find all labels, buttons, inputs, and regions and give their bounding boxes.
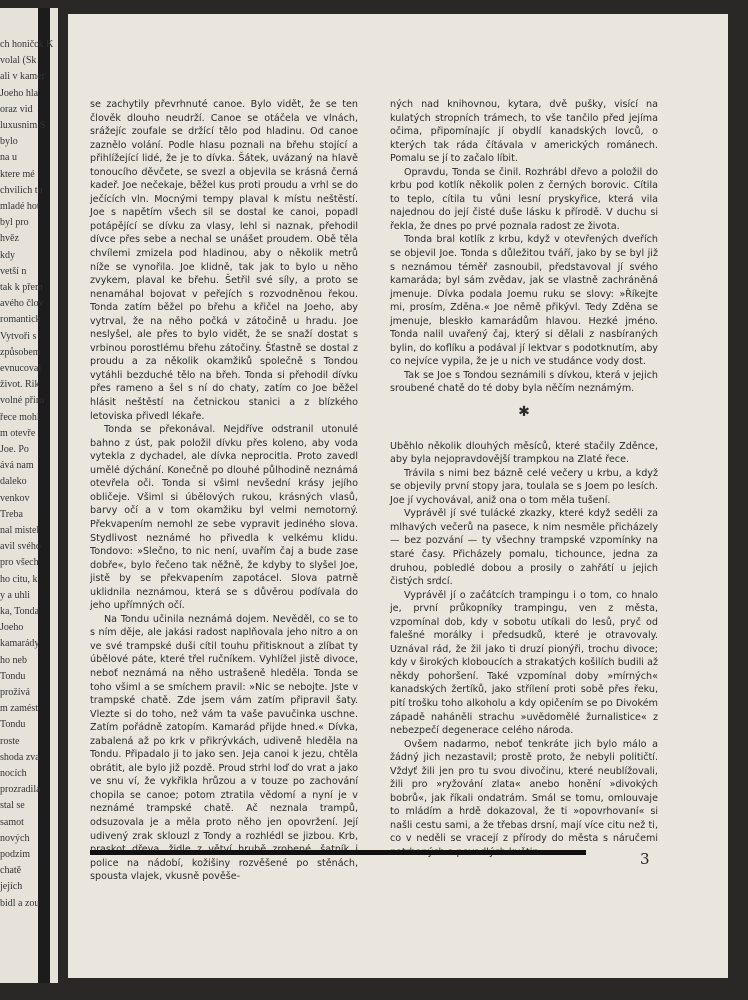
adjacent-page-fragment: luxusnim S (0, 120, 46, 131)
section-break-star: ✱ (518, 404, 530, 421)
adjacent-page-fragment: daleko (0, 476, 27, 488)
adjacent-page-fragment: evnucoval (0, 363, 42, 374)
right-text-column (390, 98, 658, 860)
adjacent-page-fragment: stal se (0, 800, 25, 812)
adjacent-page-fragment: shoda zva (0, 751, 40, 763)
adjacent-page-fragment: nových (0, 832, 30, 844)
adjacent-page-fragment: avil svého (0, 541, 41, 553)
adjacent-page-fragment: volal (Sk (0, 55, 37, 67)
adjacent-page-fragment: roste (0, 735, 20, 747)
paragraph: Tonda bral kotlík z krbu, když v otevřených dveřích se objevil Joe. Tonda s důležitou tváří, jako by se byl již s neznámou téměř zasnoubil, představoval jí svého kamaráda; byl sám zvědav, jak se vlastně zachráněná jmenuje. Dívka podala Joemu ruku se slovy: »Říkejte mi, prosím, Zděna.« Joe němě přikývl. Tedy Zděna se jmenuje, bleskło kamarádům hlavou. Hezké jméno. Tonda nalil uvařený čaj, který si dělali z nasbíraných bylin, do koflíku a podával jí lektvar s podotknutím, aby co nejvíce vypila, že je u nich ve studánce vody dost. (390, 234, 658, 368)
paragraph: se zachytily převrhnuté canoe. Bylo vidět, že se ten člověk dlouho neudrží. Canoe se otáčela ve vlnách, srážejíc zoufale se držící tělo pod hladinu. Od canoe zaznělo volání. Podle hlasu poznali na břehu stojící a přihlížející lidé, že je to dívka. Šátek, uvázaný na hlavě tonoucího děvčete, se svezl a objevila se krásná černá kadeř. Joe nečekaje, běžel kus proti proudu a vrhl se do ječících vln. Mocnými tempy plaval k místu neštěstí. Joe s napětím všech sil se dostal ke canoi, popadl potápějící se dívku za vlasy, lehl si naznak, přehodil dívce přes sebe a nechal se unášet proudem. Obě těla chvílemi zmizela pod hladinou, aby o několik metrů níže se vynořila. Joe klidně, tak jak to bylo u něho zvykem, plaval ke břehu. Šetřil své síly, a proto se nenamáhal bojovat v peřejích s rozvodněnou řekou. Tonda zatím běžel po břehu a křičel na Joeho, aby vytrval, že na něho počká v zátočině u hradu. Joe neslyšel, ale přes to bylo vidět, že se snaží dostat s vrbinou porostlému břehu zátočiny. Šťastně se dostal z proudu a za několik okamžiků společně s Tondou vytáhli bezduché tělo na břeh. Tonda si přehodil dívku přes rameno a šel s ní do chaty, zatím co Joe běžel hlásit neštěstí na četnickou stanici a z blízkého letoviska přivedl lékaře. (90, 99, 358, 422)
adjacent-page-fragment: tak k přem (0, 282, 43, 293)
adjacent-page-fragment: prozradila (0, 784, 41, 796)
paragraph: Ovšem nadarmo, neboť tenkráte jich bylo málo a žádný jich nezastavil; prostě proto, že nebyli političtí. Vždyť žili jen pro tu svou divočinu, které neublížovali, žili pro »ryžování zlata« anebo honění »divokých bobrů«, jak říkali ondatrám. Smál se tomu, omlouvaje to mládím a hrdě dokazoval, že ti »opovrhovaní« si našli cestu sami, a že třebas drsní, mají více citu než ti, co v neděli se vracejí z přírody do města s náručemi (390, 738, 658, 845)
left-text-column (90, 98, 358, 884)
adjacent-page-fragment: kamarády (0, 638, 40, 650)
adjacent-page-fragment: Vytvoři s (0, 330, 37, 342)
adjacent-page-fragment: venkov (0, 492, 30, 504)
adjacent-page-fragment: podzim (0, 849, 30, 860)
adjacent-page-fragment: ává nam (0, 460, 34, 472)
adjacent-page-fragment: pro všech (0, 557, 39, 569)
adjacent-page-fragment: Joeho hla (0, 87, 39, 99)
page-number: 3 (640, 850, 650, 868)
adjacent-page-fragment: byl pro (0, 217, 29, 229)
adjacent-page-fragment: ch honičck K (0, 39, 54, 50)
adjacent-page-fragment: život. Rik (0, 379, 40, 391)
adjacent-page-fragment: Treba (0, 508, 23, 520)
adjacent-page-fragment: mladé hot (0, 201, 40, 212)
adjacent-page-edge (0, 8, 58, 983)
adjacent-page-fragment: způsobem (0, 346, 41, 358)
adjacent-page-fragment: bidl a zou (0, 897, 40, 909)
adjacent-page-fragment: nocích (0, 768, 27, 779)
adjacent-page-fragment: Tondu (0, 719, 26, 731)
adjacent-page-fragment: Joeho (0, 622, 24, 634)
adjacent-page-fragment: avého člov (0, 298, 44, 310)
adjacent-page-fragment: chvilich to (0, 184, 43, 196)
paragraph: Na Tondu učinila neznámá dojem. Nevěděl, co se to s ním děje, ale jakási radost naplňovala jeho nitro a on ve své trampské duši cítil touhu přitisknout a zlíbat ty úbělové páte, které třel ručníkem. Vyhlížel jistě divoce, neboť neznámá na něho ustrašeně hleděla. Tonda se toho všiml a se smíchem pravil: »Nic se nebojte. Jste v trampské chatě. Zde jsem vám zatím připravil šaty. Vlezte si do toho, než vám ta vaše pavučinka uschne. Zatím pořádně zatopím. Kamarád přijde hned.« Dívka, zabalená až po krk v přikrývkách, udiveně hleděla na Tondu. Připadalo ji to jako sen. Jeja canoi k jezu, chtěla obrátit, ale bylo již pozdě. Proud strhl loď do vrat a jako ve snu ví, že vykřikla hrůzou a v touze po zachování chopila se canoe; potom ztratila vědomí a nyní je v neznámé trampské chatě. Ač neznala trampů, odsuzovala je a měla proto něho jen opovržení. Její udivený zrak sklouzl z Tondy a rozhlédl se jizbou. Krb, police na nádobí, kožišiny rozvěšené po stěnách, spousta vlajek, vkusně pověše- (90, 613, 358, 883)
adjacent-page-fragment: samot (0, 816, 24, 828)
paragraph: ných nad knihovnou, kytara, dvě pušky, visící na kulatých stropních trámech, to vše tančilo před jejíma očima, připomínajíc jí obydlí kanadských lovců, o kterých tak ráda čítávala v amerických románech. Pomalu se jí to začalo líbit. (390, 99, 658, 165)
adjacent-page-fragment: oraz vid (0, 103, 33, 115)
adjacent-page-fragment: volné přiro (0, 395, 45, 407)
adjacent-page-fragment: m zamést (0, 703, 39, 715)
paragraph: Opravdu, Tonda se činil. Rozhrábl dřevo a položil do krbu pod kotlík několik polen z černých borovic. Cítila to teplo, cítila tu vůni lesní pryskyřice, která vila najednou do její čisté duše lásku k přírodě. V duchu si řekla, že dnes po prvé poznala radost ze života. (390, 166, 658, 232)
book-page (68, 14, 728, 978)
adjacent-page-fragment: řece mohl (0, 411, 40, 423)
adjacent-page-fragment: chatě (0, 865, 22, 877)
adjacent-page-fragment: ka, Tonda (0, 606, 40, 617)
paragraph: Tak se Joe s Tondou seznámili s dívkou, která v jejich sroubené chatě do té doby byla něčím neznámým. (390, 369, 658, 395)
adjacent-page-fragment: m otevře (0, 427, 36, 439)
adjacent-page-fragment: Joe. Po (0, 444, 29, 455)
adjacent-page-fragment: y a uhli (0, 589, 30, 601)
paragraph: Tonda se překonával. Nejdříve odstranil utonulé bahno z úst, pak položil dívku přes koleno, aby voda vytekla z dychadel, ale dívka neprocitla. Proto zavedl umělé dýchání. Konečně po dlouhé půlhodině neznámá otevřela oči. Tonda si všiml nevšední krásy jejího obličeje. Všiml si úbělových rukou, krásných vlasů, barvy očí a v tom okamžiku byl velmi nemotorný. Překvapením nemohl ze sebe vypravit jediného slova. Stydlivost neznámé ho přivedla k velkému klidu. Tondovo: »Slečno, to nic není, uvařím čaj a bude zase dobře«, bylo řečeno tak něžně, že kdyby to slyšel Joe, jistě by se překvapením zapotácel. Slova patrně uklidnila neznámou, která se s důvěrou podívala do jeho upřímných očí. (90, 424, 358, 612)
paragraph: Uběhlo několik dlouhých měsíců, které stačily Zděnce, aby byla nejopravdovější trampkou na Zlaté řece. (390, 440, 658, 466)
adjacent-page-fragment: ho citu, k (0, 573, 38, 585)
adjacent-page-fragment: ho neb (0, 654, 27, 666)
paragraph: Vyprávěl jí o začátcích trampingu i o tom, co hnalo je, první průkopníky trampingu, ven z města, vzpomínal dob, kdy v sobotu utíkali do lesů, pryč od falešné morálky i předsudků, které je otravovaly. Uznával rád, že žil jako ti druzí pionýři, trochu divoce; kdy v širokých kloboucích a strakatých košilích budili až někdy pohoršení. Také vzpomínal doby »mírných« kanadských žertíků, jako střílení proti sobě přes řeku, pití trošku toho alkoholu a kdy opičením se po Divokém západě naháněli strachu »uvědomělé žurnalistice« z nebezpečí degenerace celého národa. (390, 589, 658, 737)
adjacent-page-fragment: hvěz (0, 233, 19, 245)
adjacent-page-fragment: Tondu (0, 670, 26, 682)
adjacent-page-fragment: prožívá (0, 687, 30, 698)
footer-rule (90, 850, 586, 855)
adjacent-page-fragment: kdy (0, 249, 15, 261)
adjacent-page-fragment: vetší n (0, 265, 27, 277)
adjacent-page-fragment: nal mistel (0, 525, 40, 536)
adjacent-page-fragment: ktere mé (0, 168, 35, 180)
adjacent-page-fragment: na u (0, 152, 17, 164)
paragraph: Trávila s nimi bez bázně celé večery u krbu, a když se objevily první stopy jara, toulala se s Joem po lesích. Joe jí vychovával, aniž ona o tom měla tušení. (390, 467, 658, 506)
adjacent-page-fragment: romantick (0, 314, 41, 326)
adjacent-page-fragment: ali v kamer (0, 71, 45, 83)
paragraph: Vyprávěl jí své tulácké zkazky, které když seděli za mlhavých večerů na pasece, k nim nesměle přicházely — bez pozvání — ty všechny trampské vzpomínky na staré časy. Přicházely pomalu, tichounce, jedna za druhou, pobledlé dobou a prosily o zahřátí u jejich čistých srdcí. (390, 508, 658, 588)
adjacent-page-fragment: bylo (0, 136, 18, 148)
adjacent-page-fragment: jejích (0, 881, 23, 893)
